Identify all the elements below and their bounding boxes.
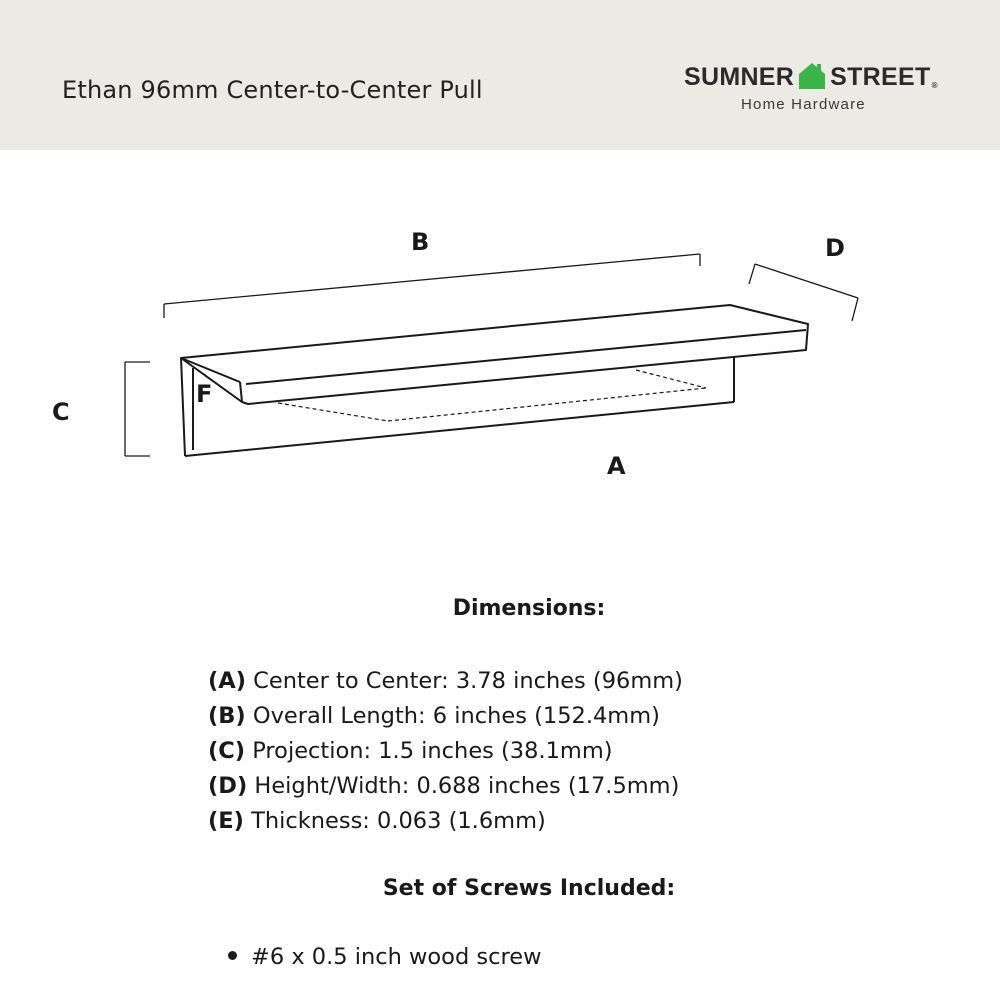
- dimension-text: Height/Width: 0.688 inches (17.5mm): [247, 773, 680, 799]
- dimension-text: Thickness: 0.063 (1.6mm): [243, 808, 546, 834]
- house-icon: [798, 62, 826, 90]
- dimension-key: (A): [208, 668, 246, 694]
- dimensions-heading: Dimensions:: [452, 596, 606, 621]
- header-banner: [0, 0, 1000, 150]
- label-f: F: [196, 380, 213, 408]
- dimension-key: (E): [208, 808, 244, 834]
- registered-mark: ®: [931, 81, 938, 90]
- dimension-key: (B): [208, 703, 246, 729]
- pull-illustration: [181, 305, 808, 456]
- logo-word-left: SUMNER: [684, 63, 795, 91]
- dimension-row-e: [208, 804, 683, 839]
- dimension-row-a: [208, 664, 683, 699]
- pull-dimension-drawing: [0, 150, 1000, 540]
- dimension-row-b: [208, 699, 683, 734]
- screws-list: [228, 944, 541, 970]
- dimension-key: (D): [208, 773, 248, 799]
- bullet-icon: [228, 951, 237, 960]
- product-title: Ethan 96mm Center-to-Center Pull: [62, 76, 483, 104]
- logo-subtitle: Home Hardware: [741, 96, 866, 113]
- dimension-row-c: [208, 734, 683, 769]
- label-d: D: [825, 234, 845, 262]
- list-item: [228, 944, 541, 970]
- brand-logo: [684, 62, 954, 118]
- logo-wordmark: [684, 62, 938, 90]
- label-c: C: [52, 398, 70, 426]
- dimension-text: Overall Length: 6 inches (152.4mm): [245, 703, 660, 729]
- dimension-row-d: [208, 769, 683, 804]
- dimension-line-b: [164, 254, 700, 318]
- screw-text: #6 x 0.5 inch wood screw: [251, 944, 542, 970]
- dimension-text: Projection: 1.5 inches (38.1mm): [245, 738, 613, 764]
- label-b: B: [411, 228, 430, 256]
- dimension-line-d: [749, 264, 858, 321]
- label-a: A: [607, 452, 626, 480]
- dimension-line-c: [125, 362, 150, 456]
- dimension-key: (C): [208, 738, 246, 764]
- dimensions-list: [208, 664, 683, 839]
- logo-word-right: STREET: [830, 63, 931, 91]
- dimension-text: Center to Center: 3.78 inches (96mm): [245, 668, 683, 694]
- screws-heading: Set of Screws Included:: [382, 876, 676, 901]
